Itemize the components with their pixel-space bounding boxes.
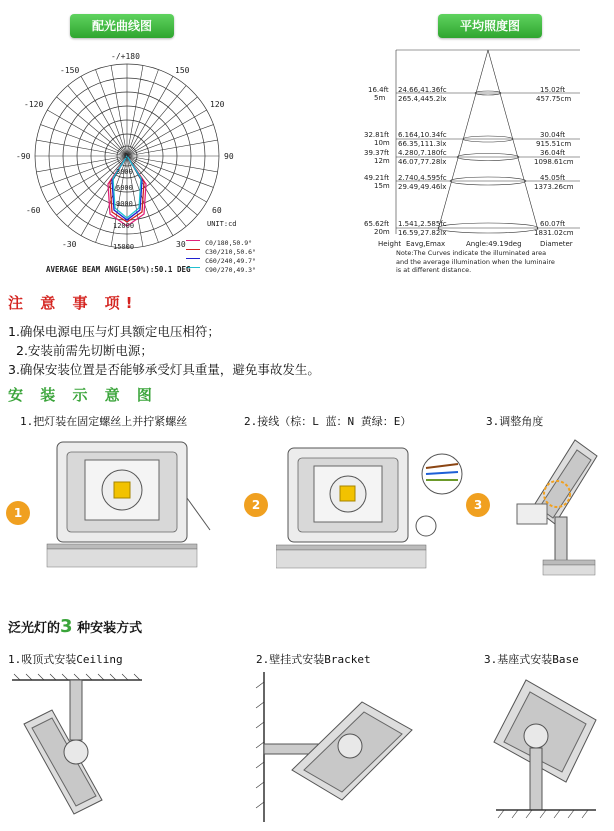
radial-label: 3000 — [116, 168, 133, 176]
ceiling-mount-illustration — [12, 672, 162, 822]
angle-label-l120: -120 — [24, 100, 44, 109]
row-eavg-fc: 2.740,4.595fc — [398, 174, 447, 182]
polar-chart-title: 配光曲线图 — [70, 14, 174, 38]
step-number-3: 3 — [466, 493, 490, 517]
row-height-m: 15m — [374, 182, 390, 190]
footer-eavg: Eavg,Emax — [406, 240, 446, 248]
radial-label: 6000 — [116, 184, 133, 192]
fixture-step1-illustration — [45, 438, 220, 573]
notice-item: 3.确保安装位置是否能够承受灯具重量，避免事故发生。 — [8, 362, 320, 377]
row-diam-ft: 30.04ft — [540, 131, 566, 139]
row-eavg-fc: 24.66,41.36fc — [398, 86, 447, 94]
legend-label: C30/210,50.6° — [205, 248, 256, 256]
row-eavg-lx: 66.35,111.3lx — [398, 140, 447, 148]
bracket-mount-illustration — [252, 672, 422, 822]
row-diam-ft: 60.07ft — [540, 220, 566, 228]
method-caption: 3.基座式安装Base — [484, 653, 579, 666]
methods-title-prefix: 泛光灯的 — [8, 621, 61, 636]
radial-label: 15000 — [113, 243, 135, 251]
footer-diameter: Diameter — [540, 240, 573, 248]
methods-title-number: 3 — [60, 616, 73, 637]
fixture-step2-illustration — [276, 446, 466, 571]
row-eavg-lx: 46.07,77.28lx — [398, 158, 447, 166]
fixture-step3-illustration — [505, 432, 605, 577]
row-height-m: 5m — [374, 94, 386, 102]
notice-title: 注 意 事 项! — [8, 294, 139, 312]
legend-label: C0/180,50.9° — [205, 239, 253, 247]
row-diam-cm: 1831.02cm — [534, 229, 574, 237]
footer-height: Height — [378, 240, 402, 248]
polar-diagram — [0, 44, 300, 284]
row-diam-ft: 15.02ft — [540, 86, 566, 94]
row-eavg-lx: 265.4,445.2lx — [398, 95, 447, 103]
methods-title-suffix: 种安装方式 — [77, 621, 143, 636]
row-eavg-lx: 16.59,27.82lx — [398, 229, 447, 237]
beam-angle-label: AVERAGE BEAM ANGLE(50%):50.1 DEG — [46, 265, 191, 274]
row-height-m: 10m — [374, 139, 390, 147]
angle-label-l30: -30 — [62, 240, 77, 249]
install-title: 安 装 示 意 图 — [8, 386, 158, 404]
illuminance-diagram — [360, 44, 610, 284]
radial-label: 0 — [124, 152, 129, 160]
row-height-m: 20m — [374, 228, 390, 236]
row-eavg-fc: 4.280,7.180fc — [398, 149, 447, 157]
row-diam-ft: 45.05ft — [540, 174, 566, 182]
angle-label-r120: 120 — [210, 100, 225, 109]
step-caption: 1.把灯装在固定螺丝上并拧紧螺丝 — [20, 415, 188, 428]
angle-label-l150: -150 — [60, 66, 80, 75]
row-eavg-fc: 6.164,10.34fc — [398, 131, 447, 139]
step-caption: 2.接线（棕：L 蓝：N 黄绿：E） — [244, 415, 412, 428]
row-diam-cm: 457.75cm — [536, 95, 572, 103]
step-number-2: 2 — [244, 493, 268, 517]
angle-label-r150: 150 — [175, 66, 190, 75]
notice-item: 2.安装前需先切断电源； — [16, 343, 153, 358]
row-height-m: 12m — [374, 157, 390, 165]
radial-label: 9000 — [116, 200, 133, 208]
row-diam-cm: 1373.26cm — [534, 183, 574, 191]
row-height-ft: 65.62ft — [364, 220, 390, 228]
angle-label-top: -/+180 — [111, 52, 140, 61]
angle-label-l60: -60 — [26, 206, 41, 215]
step-number-1: 1 — [6, 501, 30, 525]
legend-label: C90/270,49.3° — [205, 266, 256, 274]
illuminance-note: Note:The Curves indicate the illuminated area and the average illumination when the luminaire is at different distance. — [396, 249, 555, 274]
unit-label: UNIT:cd — [207, 220, 237, 228]
footer-angle: Angle:49.19deg — [466, 240, 522, 248]
angle-label-r90: 90 — [224, 152, 234, 161]
angle-label-r60: 60 — [212, 206, 222, 215]
method-caption: 1.吸顶式安装Ceiling — [8, 653, 123, 666]
angle-label-r30: 30 — [176, 240, 186, 249]
polar-legend — [186, 230, 256, 274]
notice-item: 1.确保电源电压与灯具额定电压相符； — [8, 324, 220, 339]
row-height-ft: 16.4ft — [368, 86, 389, 94]
row-diam-cm: 915.51cm — [536, 140, 572, 148]
angle-label-l90: -90 — [16, 152, 31, 161]
method-caption: 2.壁挂式安装Bracket — [256, 653, 371, 666]
row-height-ft: 32.81ft — [364, 131, 390, 139]
radial-label: 12000 — [113, 222, 135, 230]
row-height-ft: 39.37ft — [364, 149, 390, 157]
illuminance-chart-title: 平均照度图 — [438, 14, 542, 38]
row-eavg-lx: 29.49,49.46lx — [398, 183, 447, 191]
row-height-ft: 49.21ft — [364, 174, 390, 182]
methods-title — [8, 616, 142, 637]
legend-label: C60/240,49.7° — [205, 257, 256, 265]
row-eavg-fc: 1.541,2.585fc — [398, 220, 447, 228]
base-mount-illustration — [484, 670, 604, 825]
row-diam-cm: 1098.61cm — [534, 158, 574, 166]
row-diam-ft: 36.04ft — [540, 149, 566, 157]
step-caption: 3.调整角度 — [486, 415, 544, 428]
